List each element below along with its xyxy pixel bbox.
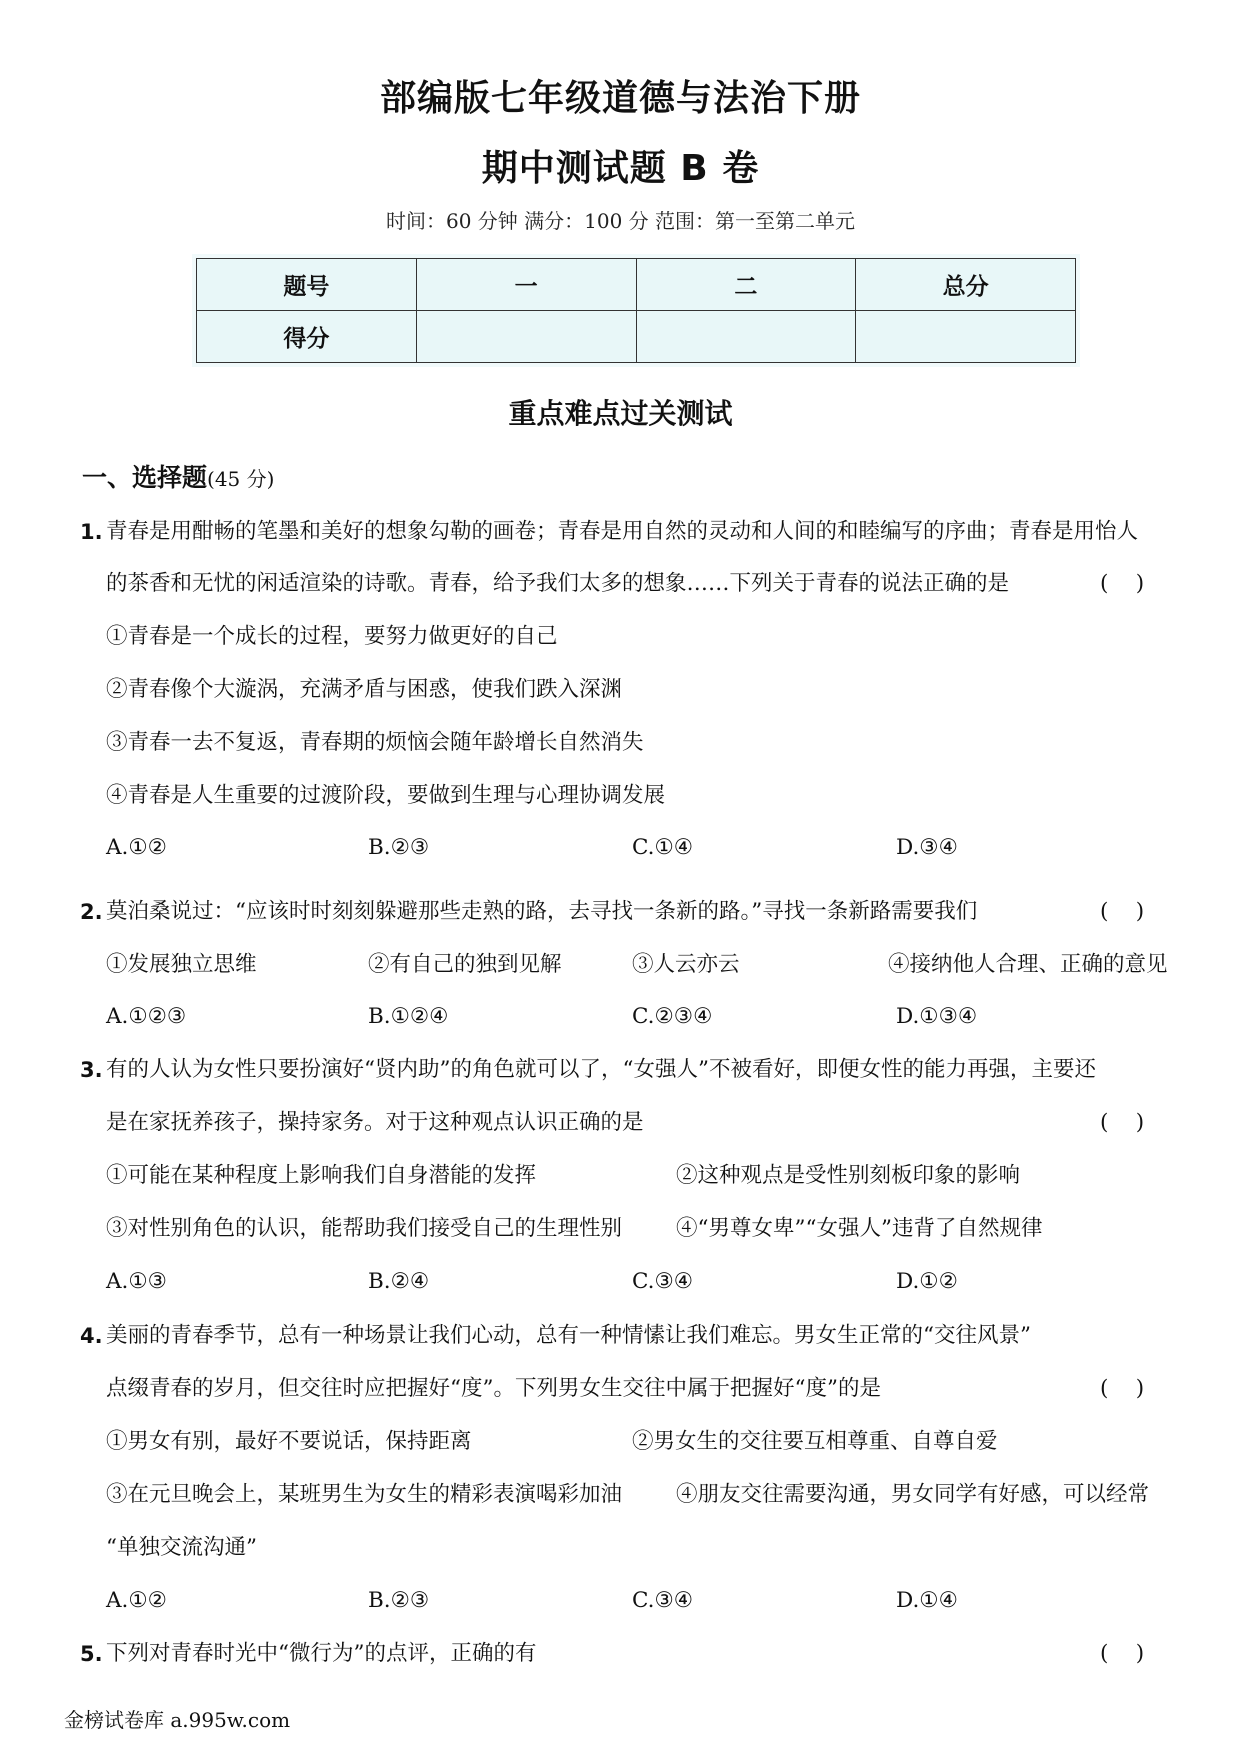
question-stem: 有的人认为女性只要扮演好“贤内助”的角色就可以了，“女强人”不被看好，即便女性的能力再强，主要还 [106, 1057, 1096, 1082]
option-a[interactable]: A.①② [106, 835, 167, 860]
score-input-cell[interactable] [416, 311, 636, 363]
option-a[interactable]: A.①② [106, 1588, 167, 1613]
score-table-cell: 二 [636, 259, 856, 311]
question-number: 2. [80, 900, 103, 924]
option-b[interactable]: B.②④ [368, 1269, 430, 1294]
statement-item: ①可能在某种程度上影响我们自身潜能的发挥 [106, 1163, 537, 1188]
statement-item: ②男女生的交往要互相尊重、自尊自爱 [632, 1429, 998, 1454]
answer-paren[interactable]: ( ) [1100, 1376, 1145, 1401]
part-label: 一、选择题 [82, 463, 208, 492]
statement-item: ②这种观点是受性别刻板印象的影响 [676, 1163, 1021, 1188]
score-table-cell: 得分 [197, 311, 417, 363]
statement-item: ③青春一去不复返，青春期的烦恼会随年龄增长自然消失 [106, 730, 644, 755]
part-heading [82, 458, 274, 494]
document-title: 部编版七年级道德与法治下册 [379, 78, 861, 119]
statement-item: ②青春像个大漩涡，充满矛盾与困惑，使我们跌入深渊 [106, 677, 623, 702]
score-table-cell: 一 [416, 259, 636, 311]
statement-item: ④接纳他人合理、正确的意见 [888, 952, 1168, 977]
answer-paren[interactable]: ( ) [1100, 1110, 1145, 1135]
statement-item: ①发展独立思维 [106, 952, 257, 977]
statement-item: ③人云亦云 [632, 952, 740, 977]
section-heading: 重点难点过关测试 [508, 397, 733, 430]
question-stem: 青春是用酣畅的笔墨和美好的想象勾勒的画卷；青春是用自然的灵动和人间的和睦编写的序曲；青春是用怡人 [106, 519, 1139, 544]
statement-item: “单独交流沟通” [106, 1535, 257, 1560]
option-c[interactable]: C.①④ [632, 835, 694, 860]
part-points: (45 分) [207, 467, 275, 491]
option-b[interactable]: B.②③ [368, 1588, 430, 1613]
answer-paren[interactable]: ( ) [1100, 899, 1145, 924]
statement-item: ④青春是人生重要的过渡阶段，要做到生理与心理协调发展 [106, 783, 666, 808]
score-input-cell[interactable] [856, 311, 1076, 363]
statement-item: ③对性别角色的认识，能帮助我们接受自己的生理性别 [106, 1216, 623, 1241]
question-stem: 美丽的青春季节，总有一种场景让我们心动，总有一种情愫让我们难忘。男女生正常的“交往风景” [106, 1323, 1031, 1348]
score-table [196, 258, 1076, 363]
option-a[interactable]: A.①③ [106, 1269, 167, 1294]
statement-item: ②有自己的独到见解 [368, 952, 562, 977]
footer-watermark: 金榜试卷库 a.995w.com [64, 1708, 291, 1732]
document-subtitle: 期中测试题 B 卷 [481, 148, 760, 189]
statement-item: ①青春是一个成长的过程，要努力做更好的自己 [106, 624, 558, 649]
option-d[interactable]: D.①③④ [896, 1004, 978, 1029]
score-table-score-row [197, 311, 1076, 363]
statement-item: ①男女有别，最好不要说话，保持距离 [106, 1429, 472, 1454]
score-input-cell[interactable] [636, 311, 856, 363]
exam-meta: 时间：60 分钟 满分：100 分 范围：第一至第二单元 [385, 209, 856, 233]
option-d[interactable]: D.①② [896, 1269, 958, 1294]
question-number: 1. [80, 520, 103, 544]
option-d[interactable]: D.③④ [896, 835, 958, 860]
question-number: 3. [80, 1058, 103, 1082]
option-b[interactable]: B.②③ [368, 835, 430, 860]
question-stem: 是在家抚养孩子，操持家务。对于这种观点认识正确的是 [106, 1110, 644, 1135]
question-number: 4. [80, 1324, 103, 1348]
answer-paren[interactable]: ( ) [1100, 1641, 1145, 1666]
option-b[interactable]: B.①②④ [368, 1004, 449, 1029]
answer-paren[interactable]: ( ) [1100, 571, 1145, 596]
statement-item: ④“男尊女卑”“女强人”违背了自然规律 [676, 1216, 1043, 1241]
question-stem: 下列对青春时光中“微行为”的点评，正确的有 [106, 1641, 537, 1666]
option-d[interactable]: D.①④ [896, 1588, 958, 1613]
question-stem: 点缀青春的岁月，但交往时应把握好“度”。下列男女生交往中属于把握好“度”的是 [106, 1376, 881, 1401]
option-c[interactable]: C.③④ [632, 1588, 694, 1613]
score-table-cell: 总分 [856, 259, 1076, 311]
statement-item: ④朋友交往需要沟通，男女同学有好感，可以经常 [676, 1482, 1150, 1507]
question-number: 5. [80, 1642, 103, 1666]
option-c[interactable]: C.②③④ [632, 1004, 713, 1029]
question-stem: 的茶香和无忧的闲适渲染的诗歌。青春，给予我们太多的想象……下列关于青春的说法正确的是 [106, 571, 1010, 596]
score-table-cell: 题号 [197, 259, 417, 311]
option-a[interactable]: A.①②③ [106, 1004, 187, 1029]
score-table-header-row [197, 259, 1076, 311]
option-c[interactable]: C.③④ [632, 1269, 694, 1294]
question-stem: 莫泊桑说过：“应该时时刻刻躲避那些走熟的路，去寻找一条新的路。”寻找一条新路需要我们 [106, 899, 978, 924]
statement-item: ③在元旦晚会上，某班男生为女生的精彩表演喝彩加油 [106, 1482, 623, 1507]
